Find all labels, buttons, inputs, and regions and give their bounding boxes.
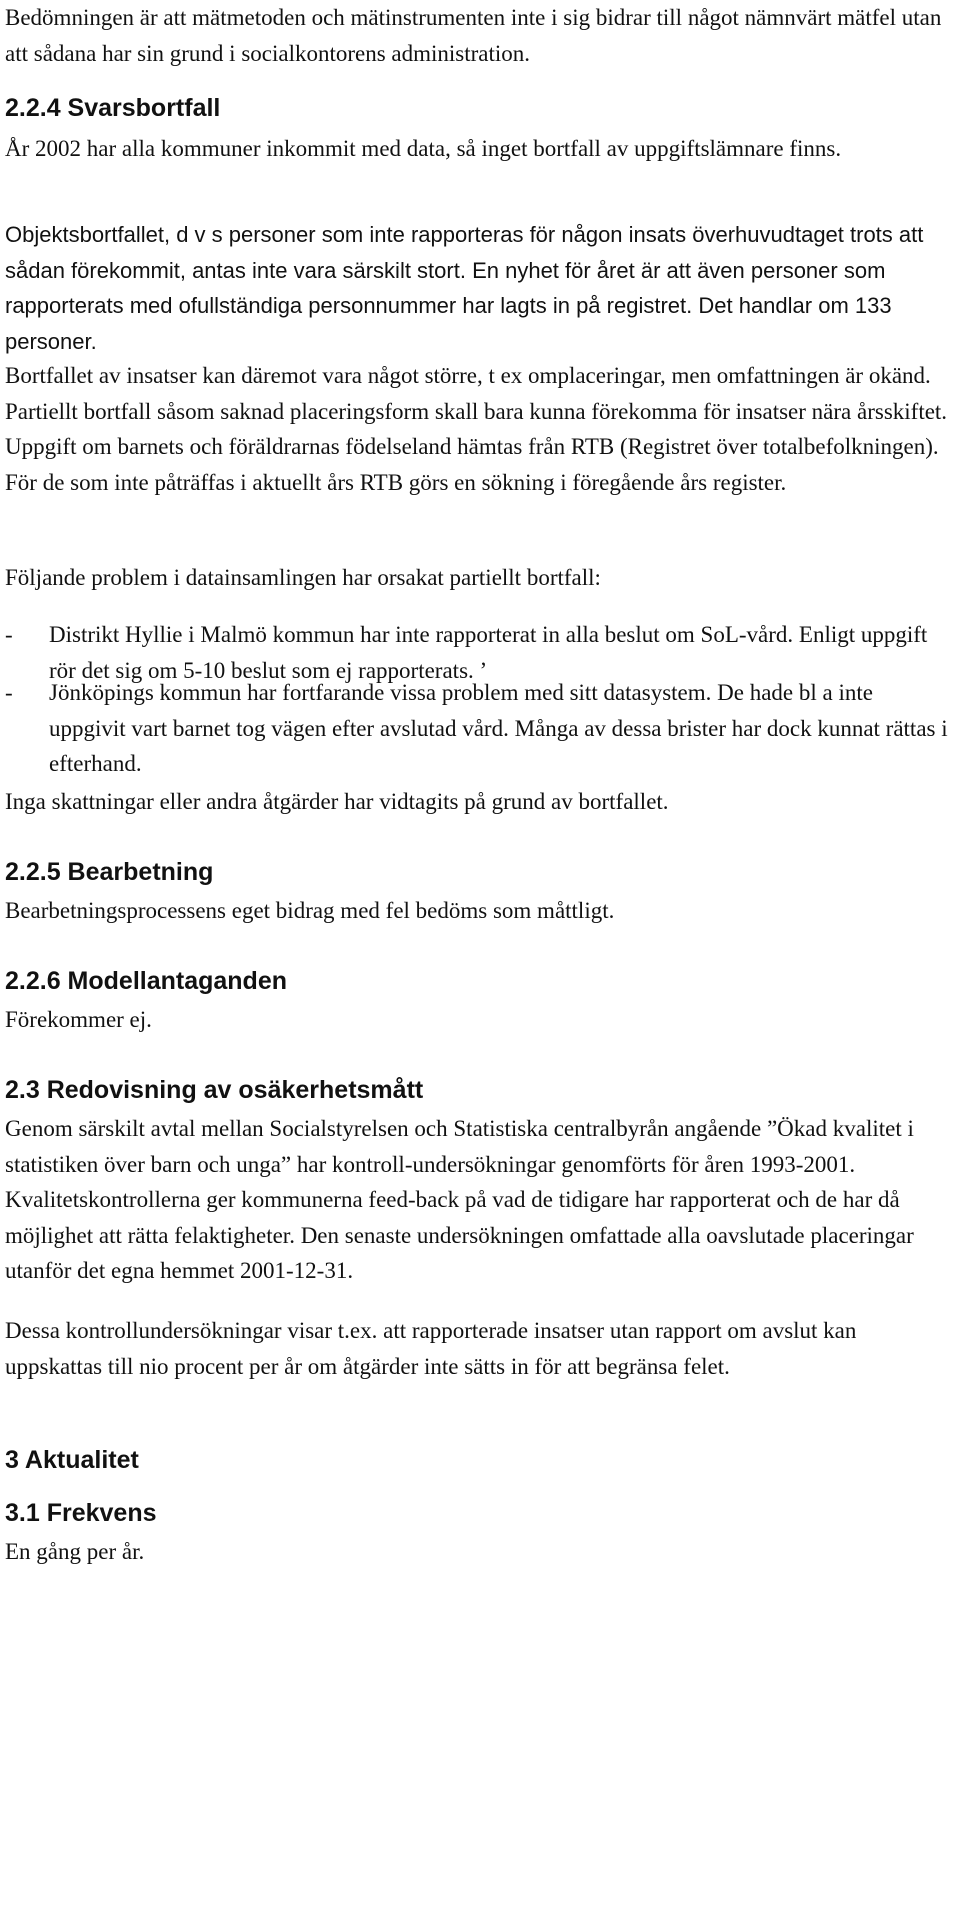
heading-bearbetning: 2.2.5 Bearbetning <box>5 858 214 886</box>
heading-modellantaganden: 2.2.6 Modellantaganden <box>5 967 288 995</box>
list-item <box>5 675 955 782</box>
paragraph-kontrollundersokningar: Genom särskilt avtal mellan Socialstyrelsen och Statistiska centralbyrån angående ”Ökad kvalitet i statistiken över barn och unga” har kontroll-undersökningar genomförts för åren 1993-2001. Kvalitetskontrollerna ger kommunerna feed-back på vad de tidigare har rapporterat och de har då möjlighet att rätta felaktigheter. Den senaste undersökningen omfattade alla oavslutade placeringar utanför det egna hemmet 2001-12-31. <box>5 1116 914 1283</box>
list-item-text: Distrikt Hyllie i Malmö kommun har inte rapporterat in alla beslut om SoL-vård. Enligt uppgift rör det sig om 5-10 beslut som ej rapporterats. ’ <box>49 622 928 683</box>
paragraph-objektsbortfall: Objektsbortfallet, d v s personer som inte rapporteras för någon insats överhuvudtaget trots att sådan förekommit, antas inte vara särskilt stort. En nyhet för året är att även personer som rapporterats med ofullständiga personnummer har lagts in på registret. Det handlar om 133 personer. <box>5 222 924 354</box>
list-dash: - <box>5 622 13 647</box>
paragraph-insatsbortfall: Bortfallet av insatser kan däremot vara något större, t ex omplaceringar, men omfattningen är okänd. Partiellt bortfall såsom saknad placeringsform skall bara kunna förekomma för insatser nära årsskiftet. Uppgift om barnets och föräldrarnas födelseland hämtas från RTB (Registret över totalbefolkningen). För de som inte påträffas i aktuellt års RTB görs en sökning i föregående års register. <box>5 363 948 495</box>
heading-osakerhetsmatt: 2.3 Redovisning av osäkerhetsmått <box>5 1076 424 1104</box>
paragraph-frekvens: En gång per år. <box>5 1539 145 1564</box>
paragraph-bearbetning: Bearbetningsprocessens eget bidrag med fel bedöms som måttligt. <box>5 898 615 923</box>
paragraph-svarsbortfall-1: År 2002 har alla kommuner inkommit med data, så inget bortfall av uppgiftslämnare finns. <box>5 136 842 161</box>
heading-svarsbortfall: 2.2.4 Svarsbortfall <box>5 94 221 122</box>
heading-frekvens: 3.1 Frekvens <box>5 1499 157 1527</box>
list-item-text: Jönköpings kommun har fortfarande vissa problem med sitt datasystem. De hade bl a inte uppgivit vart barnet tog vägen efter avslutad vård. Många av dessa brister har dock kunnat rättas i efterhand. <box>49 680 948 776</box>
paragraph-modellantaganden: Förekommer ej. <box>5 1007 152 1032</box>
paragraph-kontroll-resultat: Dessa kontrollundersökningar visar t.ex. att rapporterade insatser utan rapport om avslut kan uppskattas till nio procent per år om åtgärder inte sätts in för att begränsa felet. <box>5 1318 857 1379</box>
heading-aktualitet: 3 Aktualitet <box>5 1446 139 1474</box>
intro-paragraph: Bedömningen är att mätmetoden och mätinstrumenten inte i sig bidrar till något nämnvärt mätfel utan att sådana har sin grund i socialkontorens administration. <box>5 5 942 66</box>
list-dash: - <box>5 680 13 705</box>
paragraph-skattningar: Inga skattningar eller andra åtgärder har vidtagits på grund av bortfallet. <box>5 789 669 814</box>
paragraph-problem-intro: Följande problem i datainsamlingen har orsakat partiellt bortfall: <box>5 565 601 590</box>
